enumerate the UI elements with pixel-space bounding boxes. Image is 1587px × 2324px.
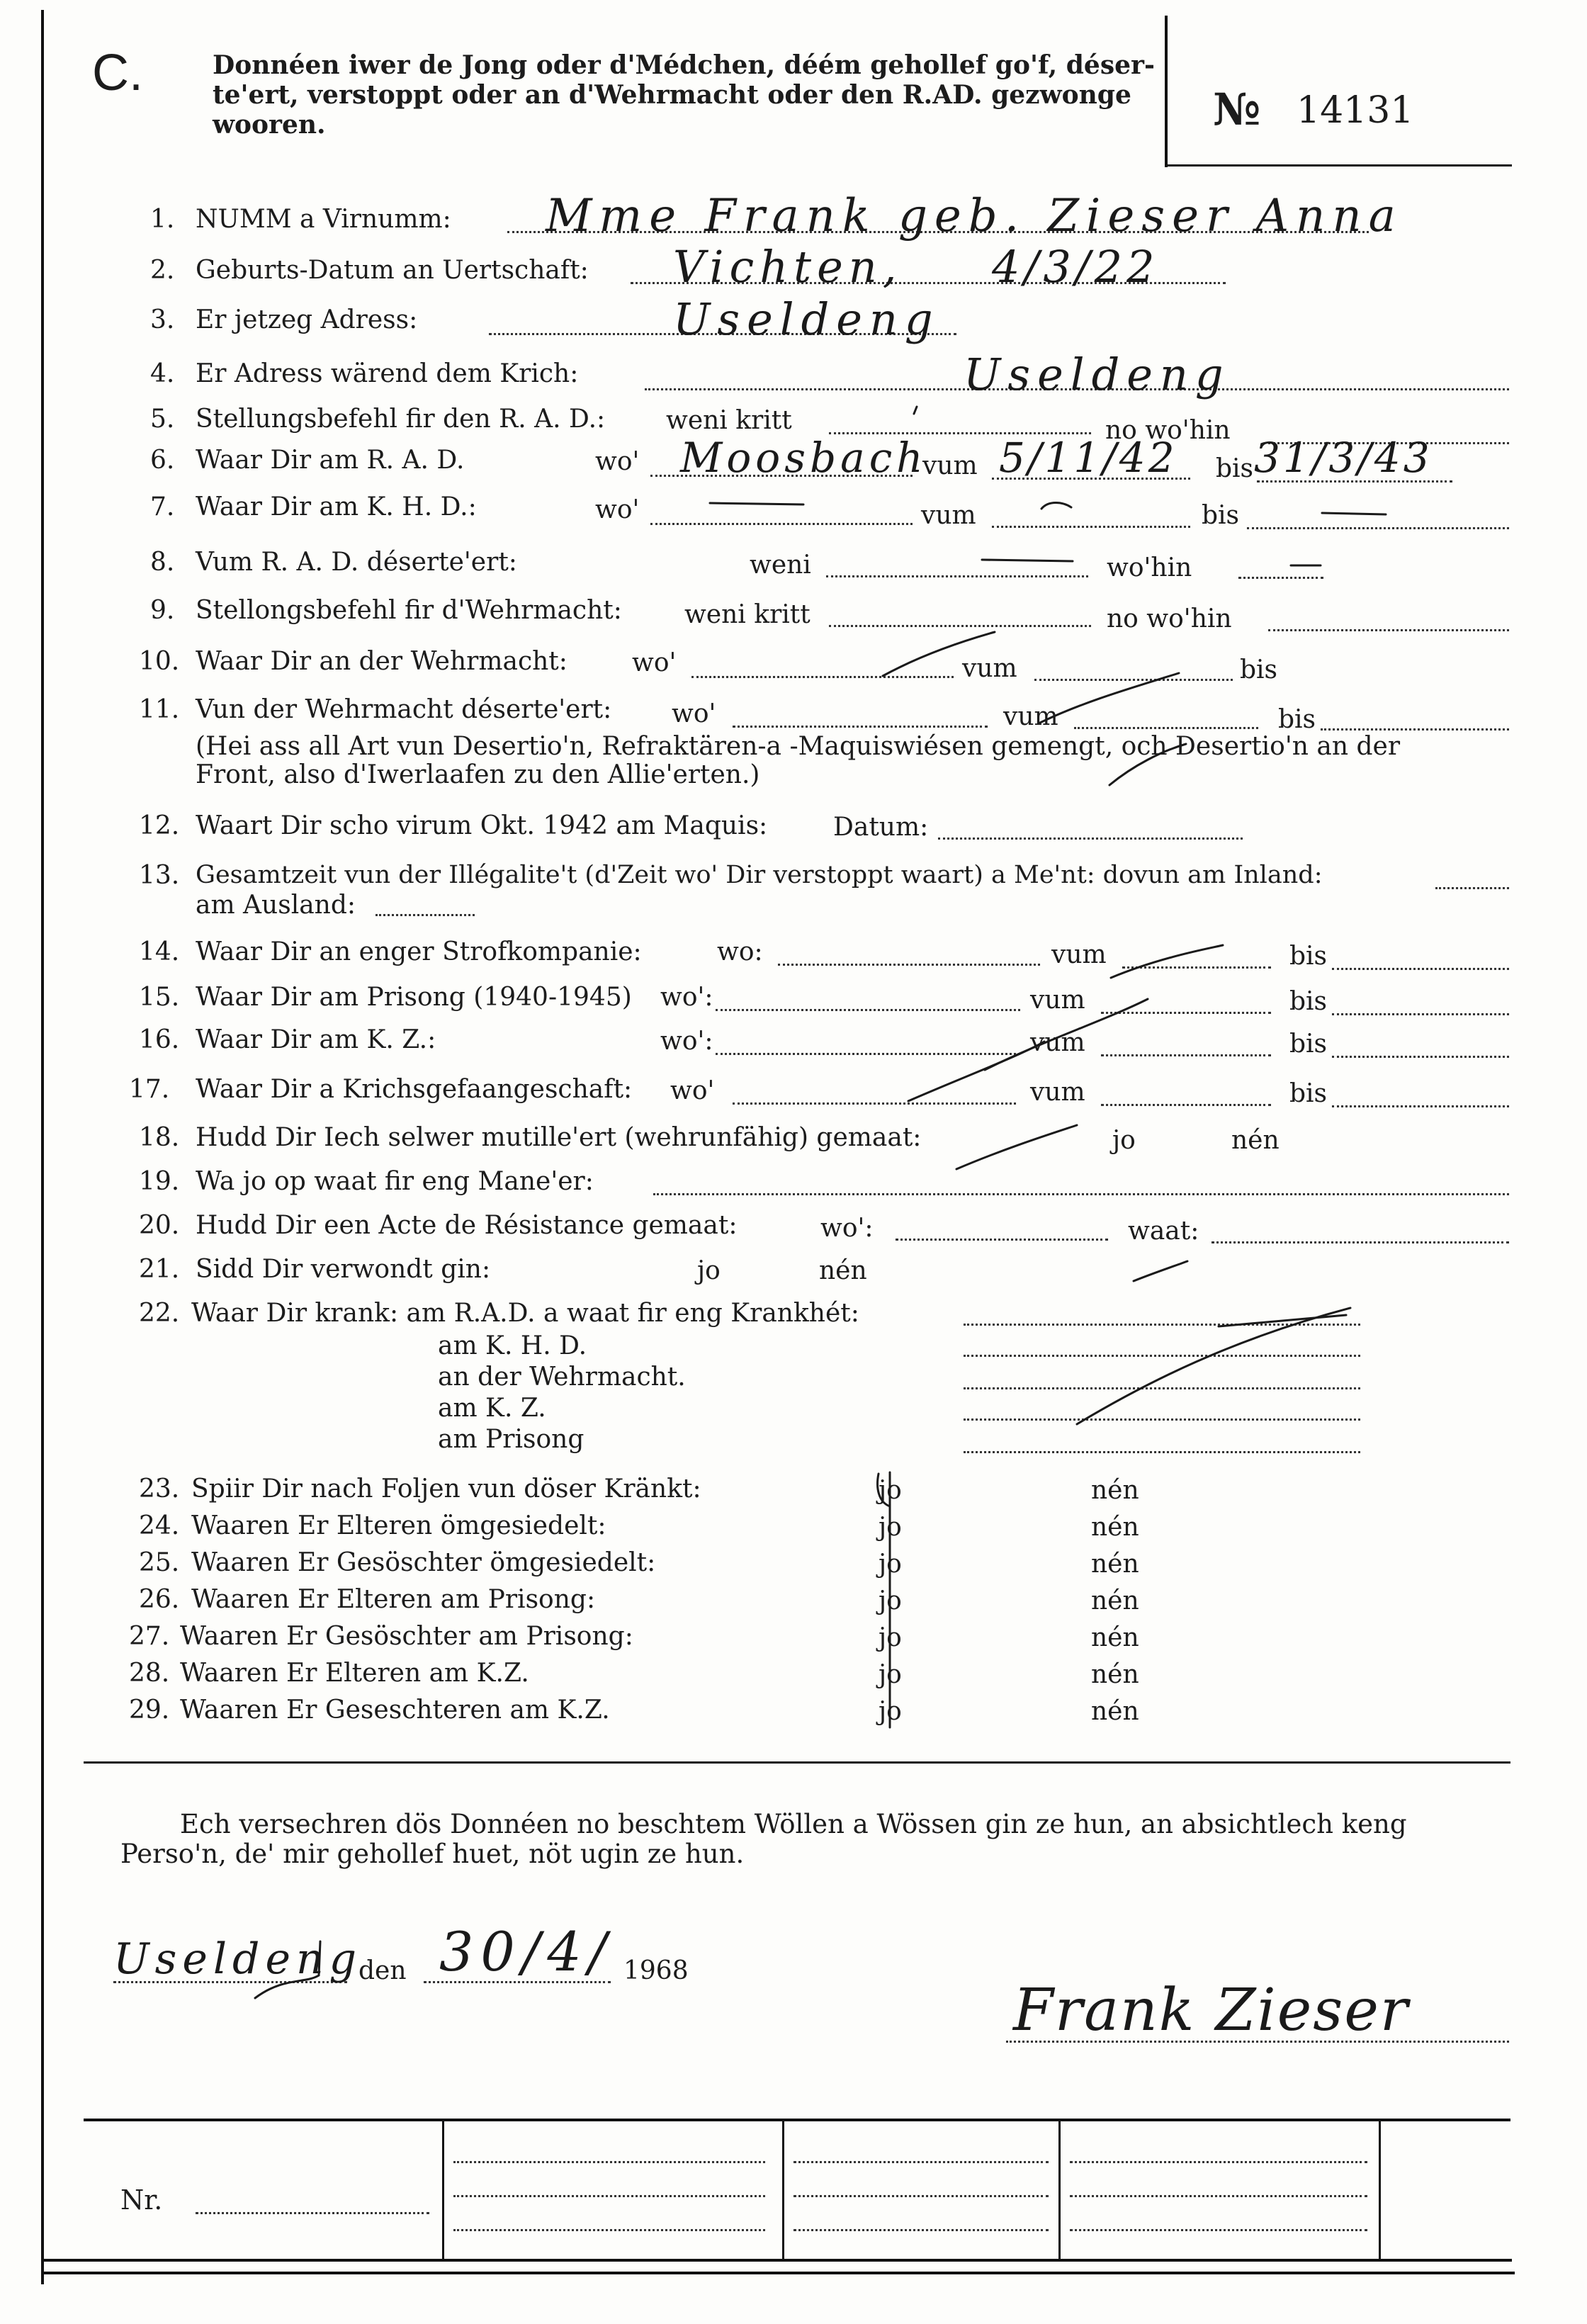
field-18-jo: jo <box>1112 1126 1136 1155</box>
field-17-wo: wo' <box>670 1076 715 1105</box>
slash-stroke-desertion <box>1040 673 1179 723</box>
field-17-vum: vum <box>1030 1078 1085 1107</box>
slash-stroke-wehrmacht <box>883 632 995 676</box>
field-18-nen: nén <box>1231 1126 1280 1155</box>
field-6-bis: bis <box>1216 454 1254 483</box>
field-11-number: 11. <box>139 695 180 724</box>
field-15-label: Waar Dir am Prisong (1940-1945) <box>196 983 632 1012</box>
form-title-line-1: Donnéen iwer de Jong oder d'Médchen, déém gehollef go'f, déser- <box>213 50 1155 80</box>
form-number: 14131 <box>1297 89 1414 132</box>
field-21-jo: jo <box>697 1256 721 1285</box>
dash-stroke-khd-bis <box>1322 513 1386 514</box>
field-22-sub-khd: am K. H. D. <box>438 1331 587 1360</box>
dash-stroke-khd-vum <box>1041 503 1071 509</box>
field-14-bis: bis <box>1289 942 1328 971</box>
field-28-number: 28. <box>129 1659 170 1688</box>
field-13-number: 13. <box>139 861 180 890</box>
field-15-wo: wo': <box>660 983 713 1012</box>
slash-stroke-krank <box>1077 1308 1350 1424</box>
field-9-label: Stellongsbefehl fir d'Wehrmacht: <box>196 596 622 625</box>
field-11-note-2: Front, also d'Iwerlaafen zu den Allie'erten.) <box>196 760 760 789</box>
field-4-number: 4. <box>150 359 175 388</box>
field-22-sub-wehrmacht: an der Wehrmacht. <box>438 1363 686 1392</box>
field-11-vum: vum <box>1003 702 1058 731</box>
field-27-nen: nén <box>1091 1623 1139 1652</box>
slash-stroke-strofkompanie <box>1111 945 1223 978</box>
field-19-number: 19. <box>139 1167 180 1196</box>
field-17-bis: bis <box>1289 1079 1328 1108</box>
field-5-weni-kritt: weni kritt <box>666 406 792 435</box>
field-15-vum: vum <box>1030 986 1085 1015</box>
handwritten-date: 30/4/ <box>439 1920 614 1983</box>
field-5-label: Stellungsbefehl fir den R. A. D.: <box>196 405 606 434</box>
field-24-number: 24. <box>139 1511 180 1540</box>
field-10-wo: wo' <box>632 648 677 677</box>
field-6-handwritten-place: Moosbach <box>680 434 927 482</box>
field-25-label: Waaren Er Gesöschter ömgesiedelt: <box>191 1548 656 1577</box>
field-27-jo: jo <box>879 1623 902 1652</box>
field-24-nen: nén <box>1091 1513 1139 1542</box>
field-13-label-2: am Ausland: <box>196 891 356 920</box>
field-6-handwritten-from: 5/11/42 <box>999 434 1177 482</box>
field-11-wo: wo' <box>672 699 716 728</box>
field-28-nen: nén <box>1091 1660 1139 1689</box>
field-11-note-1: (Hei ass all Art vun Desertio'n, Refraktären-a -Maquiswiésen gemengt, och Desertio'n an der <box>196 732 1401 761</box>
declaration-line-1: Ech versechren dös Donnéen no beschtem Wöllen a Wössen gin ze hun, an absichtlech keng <box>180 1809 1407 1839</box>
field-29-jo: jo <box>879 1697 902 1726</box>
field-28-label: Waaren Er Elteren am K.Z. <box>180 1659 529 1688</box>
year-label: 1968 <box>623 1956 689 1985</box>
field-2-label: Geburts-Datum an Uertschaft: <box>196 256 589 285</box>
field-22-number: 22. <box>139 1299 180 1328</box>
field-25-jo: jo <box>879 1550 902 1579</box>
field-11-bis: bis <box>1278 705 1316 734</box>
form-title-line-3: wooren. <box>213 110 326 140</box>
field-27-label: Waaren Er Gesöschter am Prisong: <box>180 1622 633 1651</box>
field-24-jo: jo <box>879 1513 902 1542</box>
field-18-label: Hudd Dir Iech selwer mutille'ert (wehrunfähig) gemaat: <box>196 1123 922 1152</box>
field-13-label: Gesamtzeit vun der Illégalite't (d'Zeit wo' Dir verstoppt waart) a Me'nt: dovun am Inland: <box>196 861 1323 889</box>
field-10-bis: bis <box>1240 655 1278 684</box>
field-2-number: 2. <box>150 256 175 285</box>
den-label: den <box>358 1956 407 1985</box>
field-14-label: Waar Dir an enger Strofkompanie: <box>196 937 642 966</box>
field-7-wo: wo' <box>595 495 640 524</box>
field-7-vum: vum <box>921 501 976 530</box>
field-24-label: Waaren Er Elteren ömgesiedelt: <box>191 1511 606 1540</box>
field-7-number: 7. <box>150 492 175 521</box>
field-18-number: 18. <box>139 1123 180 1152</box>
field-19-label: Wa jo op waat fir eng Mane'er: <box>196 1167 594 1196</box>
field-23-number: 23. <box>139 1474 180 1504</box>
field-14-wo: wo: <box>717 937 763 966</box>
slash-stroke-krank-top <box>1219 1315 1346 1326</box>
field-4-label: Er Adress wärend dem Krich: <box>196 359 579 388</box>
tick-mark-stellungsbefehl <box>914 407 917 414</box>
field-17-label: Waar Dir a Krichsgefaangeschaft: <box>196 1075 633 1104</box>
field-23-jo: jo <box>879 1476 902 1505</box>
field-10-number: 10. <box>139 647 180 676</box>
slash-stroke-desertion-b <box>1109 744 1186 785</box>
field-3-label: Er jetzeg Adress: <box>196 305 418 334</box>
field-6-wo: wo' <box>595 447 640 476</box>
underline-stroke-place <box>255 1941 320 1998</box>
field-15-number: 15. <box>139 983 180 1012</box>
dash-stroke-khd-wo <box>710 503 803 504</box>
field-12-datum: Datum: <box>833 813 929 842</box>
field-21-nen: nén <box>819 1256 867 1285</box>
field-8-label: Vum R. A. D. déserte'ert: <box>196 548 517 577</box>
field-23-nen: nén <box>1091 1476 1139 1505</box>
field-8-weni: weni <box>750 551 811 580</box>
field-9-weni-kritt: weni kritt <box>684 600 811 629</box>
field-20-wo: wo': <box>820 1214 874 1243</box>
field-9-number: 9. <box>150 596 175 625</box>
field-3-number: 3. <box>150 305 175 334</box>
field-20-waat: waat: <box>1128 1217 1199 1246</box>
field-28-jo: jo <box>879 1660 902 1689</box>
field-11-label: Vun der Wehrmacht déserte'ert: <box>196 695 612 724</box>
field-12-label: Waart Dir scho virum Okt. 1942 am Maquis: <box>196 811 768 840</box>
field-26-nen: nén <box>1091 1586 1139 1615</box>
field-1-number: 1. <box>150 205 175 234</box>
field-17-number: 17. <box>129 1075 170 1104</box>
circle-stroke-jo-23 <box>878 1474 890 1506</box>
field-1-label: NUMM a Virnumm: <box>196 205 451 234</box>
field-15-bis: bis <box>1289 987 1328 1016</box>
handwritten-signature: Frank Zieser <box>1013 1977 1410 2044</box>
field-22-sub-prisong: am Prisong <box>438 1425 584 1454</box>
field-3-handwritten-address: Useldeng <box>673 293 940 345</box>
field-25-nen: nén <box>1091 1550 1139 1579</box>
field-6-handwritten-to: 31/3/43 <box>1254 434 1433 482</box>
form-section-letter: C. <box>92 45 143 101</box>
field-26-number: 26. <box>139 1585 180 1614</box>
field-5-number: 5. <box>150 405 175 434</box>
field-7-label: Waar Dir am K. H. D.: <box>196 492 477 521</box>
slash-stroke-verwondt <box>1134 1261 1187 1281</box>
field-29-number: 29. <box>129 1696 170 1725</box>
form-title-line-2: te'ert, verstoppt oder an d'Wehrmacht oder den R.AD. gezwonge <box>213 80 1131 110</box>
field-4-handwritten-address: Useldeng <box>964 349 1231 400</box>
dash-stroke-rad-desert <box>982 560 1073 561</box>
field-29-label: Waaren Er Geseschteren am K.Z. <box>180 1696 610 1725</box>
field-6-number: 6. <box>150 446 175 475</box>
field-21-number: 21. <box>139 1255 180 1284</box>
field-16-wo: wo': <box>660 1027 713 1056</box>
field-20-label: Hudd Dir een Acte de Résistance gemaat: <box>196 1211 738 1240</box>
field-21-label: Sidd Dir verwondt gin: <box>196 1255 491 1284</box>
field-2-handwritten-place: Vichten, <box>673 241 903 293</box>
field-1-handwritten-name: Mme Frank geb. Zieser Anna <box>546 190 1403 242</box>
field-20-number: 20. <box>139 1211 180 1240</box>
field-5-no-wohin: no wo'hin <box>1105 416 1231 445</box>
field-26-jo: jo <box>879 1586 902 1615</box>
field-29-nen: nén <box>1091 1697 1139 1726</box>
number-symbol: № <box>1213 84 1261 135</box>
field-2-handwritten-date: 4/3/22 <box>992 241 1159 293</box>
slash-stroke-gefaangeschaft <box>956 1125 1077 1169</box>
field-10-vum: vum <box>962 654 1017 683</box>
field-23-label: Spiir Dir nach Foljen vun döser Kränkt: <box>191 1474 701 1504</box>
field-8-number: 8. <box>150 548 175 577</box>
field-16-bis: bis <box>1289 1030 1328 1059</box>
field-6-label: Waar Dir am R. A. D. <box>196 446 465 475</box>
field-16-vum: vum <box>1030 1028 1085 1057</box>
field-10-label: Waar Dir an der Wehrmacht: <box>196 647 567 676</box>
field-16-number: 16. <box>139 1025 180 1054</box>
slash-stroke-kz <box>908 1042 1044 1101</box>
field-9-no-wohin: no wo'hin <box>1107 604 1232 633</box>
field-22-sub-kz: am K. Z. <box>438 1394 546 1423</box>
handwritten-place: Useldeng <box>113 1934 363 1984</box>
declaration-line-2: Perso'n, de' mir gehollef huet, nöt ugin ze hun. <box>120 1839 745 1869</box>
field-26-label: Waaren Er Elteren am Prisong: <box>191 1585 596 1614</box>
field-12-number: 12. <box>139 811 180 840</box>
field-25-number: 25. <box>139 1548 180 1577</box>
field-8-wohin: wo'hin <box>1107 553 1192 582</box>
field-7-bis: bis <box>1202 501 1240 530</box>
footer-nr-label: Nr. <box>120 2184 163 2216</box>
field-14-number: 14. <box>139 937 180 966</box>
field-6-vum: vum <box>922 451 978 480</box>
field-22-label: Waar Dir krank: am R.A.D. a waat fir eng Krankhét: <box>191 1299 859 1328</box>
field-14-vum: vum <box>1051 940 1107 969</box>
field-27-number: 27. <box>129 1622 170 1651</box>
field-16-label: Waar Dir am K. Z.: <box>196 1025 436 1054</box>
